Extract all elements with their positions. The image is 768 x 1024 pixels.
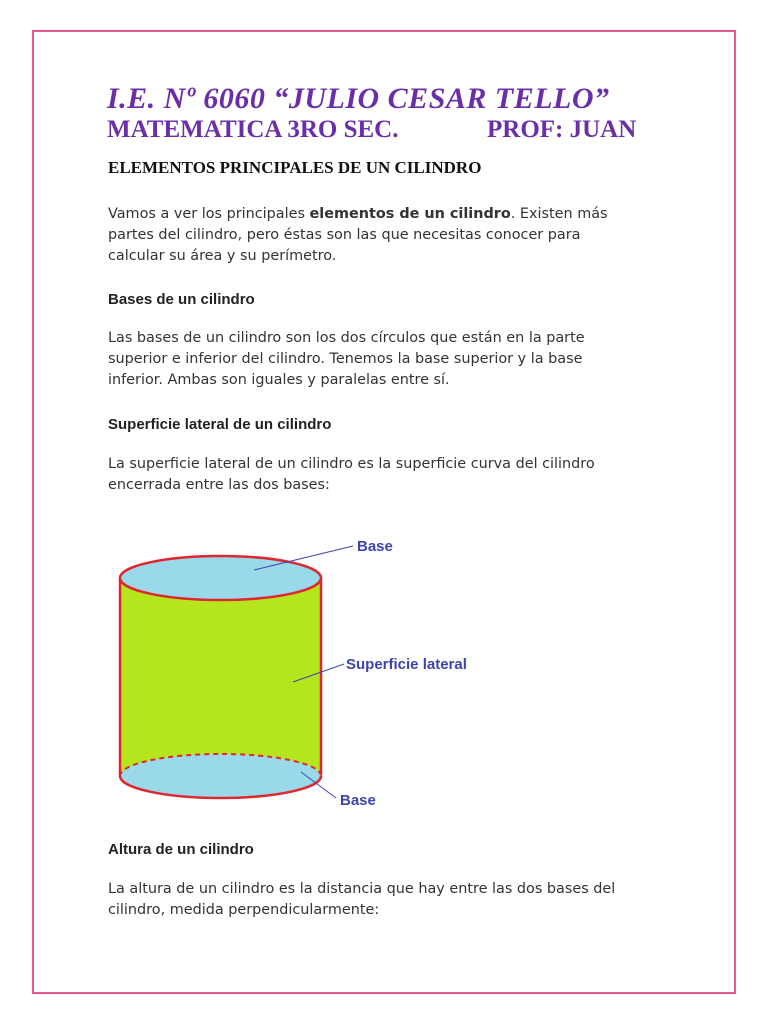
section-text-height: La altura de un cilindro es la distancia que hay entre las dos bases del cilindro, medida perpendicularmente: xyxy=(108,881,616,918)
lateral-surface xyxy=(120,578,321,776)
section-heading-bases: Bases de un cilindro xyxy=(108,291,255,308)
label-top-base: Base xyxy=(357,538,393,555)
school-title: I.E. Nº 6060 “JULIO CESAR TELLO” xyxy=(107,82,610,115)
section-text-bases: Las bases de un cilindro son los dos círculos que están en la parte superior e inferior del cilindro. Tenemos la base superior y la base inferior. Ambas son iguales y paralelas entre sí. xyxy=(108,330,585,388)
page-title: ELEMENTOS PRINCIPALES DE UN CILINDRO xyxy=(108,158,482,177)
intro-text-bold: elementos de un cilindro xyxy=(309,206,511,222)
label-lateral-surface: Superficie lateral xyxy=(346,656,467,673)
top-base xyxy=(120,556,321,600)
course-name: MATEMATICA 3RO SEC. xyxy=(107,116,399,143)
section-heading-height: Altura de un cilindro xyxy=(108,841,254,858)
teacher-name: PROF: JUAN xyxy=(487,116,637,143)
section-text-lateral: La superficie lateral de un cilindro es la superficie curva del cilindro encerrada entre las dos bases: xyxy=(108,456,595,493)
section-heading-lateral: Superficie lateral de un cilindro xyxy=(108,416,332,433)
intro-text-end: . Existen más partes del cilindro, pero éstas son las que necesitas conocer para calcular su área y su perímetro. xyxy=(108,206,608,264)
label-bottom-base: Base xyxy=(340,792,376,809)
intro-text-start: Vamos a ver los principales xyxy=(108,206,310,222)
